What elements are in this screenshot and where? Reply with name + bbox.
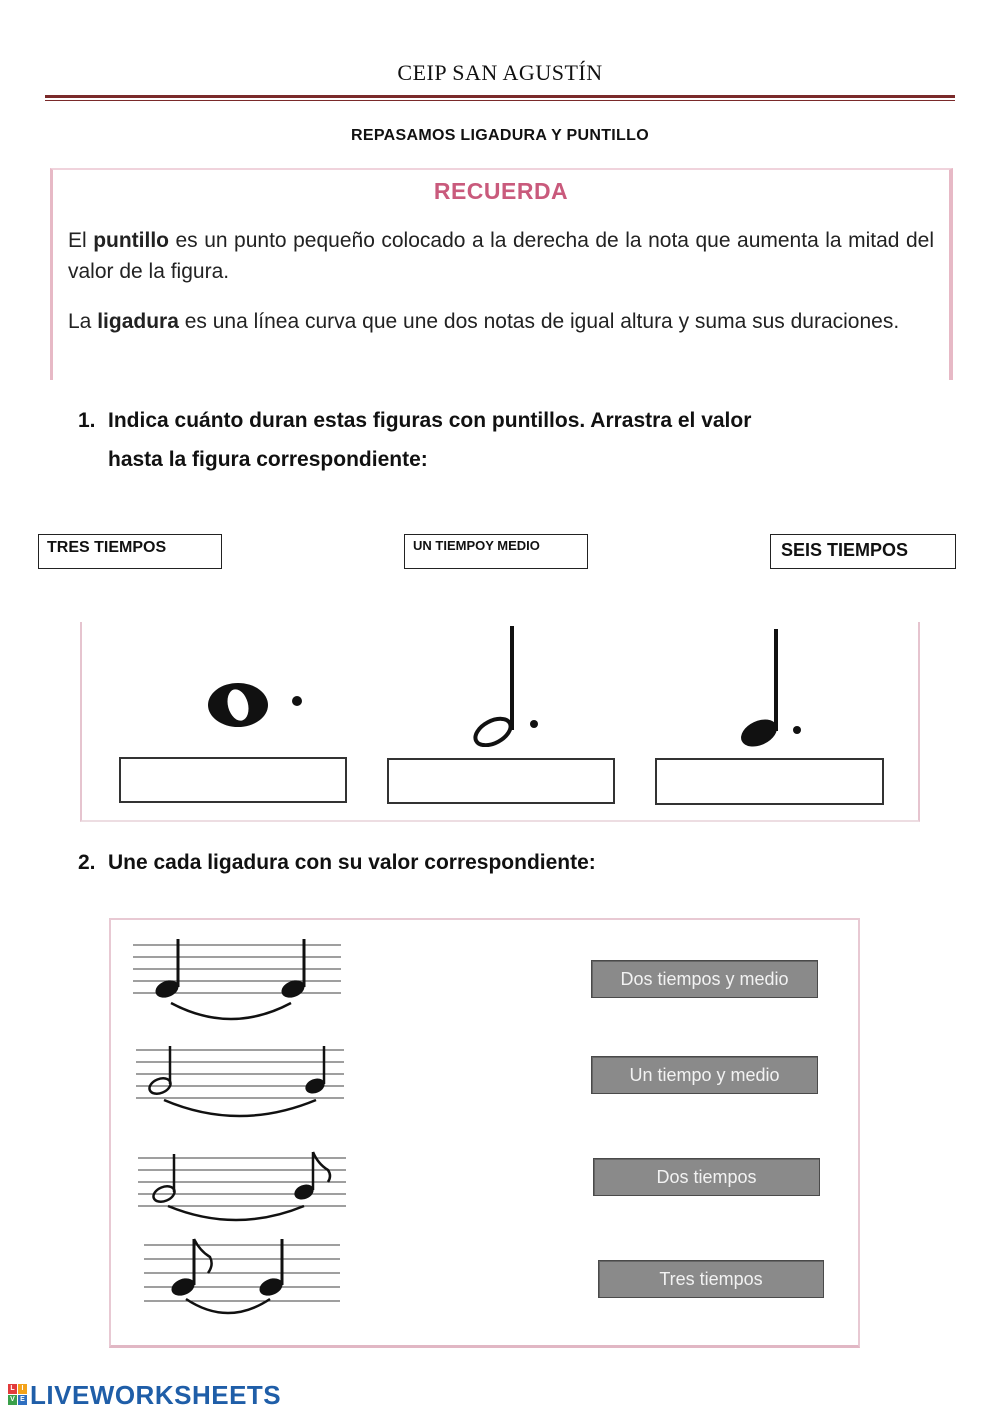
dotted-quarter-note-icon [737, 627, 817, 752]
dotted-figures-panel [80, 622, 920, 822]
ligadura-definition: La ligadura es una línea curva que une dos notas de igual altura y suma sus duraciones. [68, 310, 900, 333]
tie-quarter-quarter-icon[interactable] [131, 935, 346, 1030]
exercise-2-heading: 2. Une cada ligadura con su valor correspondiente: [78, 851, 596, 874]
drag-option-tres-tiempos[interactable]: TRES TIEMPOS [38, 534, 222, 569]
header-divider-thin [45, 100, 955, 101]
exercise-1-heading: 1. Indica cuánto duran estas figuras con puntillos. Arrastra el valor hasta la figura correspondiente: [78, 409, 752, 471]
value-dos-tiempos[interactable]: Dos tiempos [593, 1158, 820, 1196]
drag-option-un-tiempo-y-medio[interactable]: UN TIEMPOY MEDIO [404, 534, 588, 569]
value-dos-tiempos-y-medio[interactable]: Dos tiempos y medio [591, 960, 818, 998]
puntillo-term: puntillo [93, 229, 169, 252]
school-name: CEIP SAN AGUSTÍN [397, 60, 603, 85]
tie-half-eighth-icon[interactable] [136, 1146, 351, 1231]
tie-eighth-quarter-icon[interactable] [142, 1235, 347, 1320]
ligadura-term: ligadura [97, 310, 179, 333]
value-un-tiempo-y-medio[interactable]: Un tiempo y medio [591, 1056, 818, 1094]
value-tres-tiempos[interactable]: Tres tiempos [598, 1260, 824, 1298]
liveworksheets-logo-text[interactable]: LIVEWORKSHEETS [30, 1380, 282, 1410]
dotted-half-note-icon [467, 622, 547, 747]
puntillo-definition: El puntillo es un punto pequeño colocado a la derecha de la nota que aumenta la mitad del valor de la figura. [68, 229, 934, 283]
drag-option-seis-tiempos[interactable]: SEIS TIEMPOS [770, 534, 956, 569]
recuerda-title: RECUERDA [433, 178, 569, 204]
recuerda-box [50, 168, 953, 380]
liveworksheets-logo-icon: L I V E [8, 1384, 28, 1406]
dotted-whole-note-icon [200, 677, 320, 737]
answer-box-half[interactable] [387, 758, 615, 804]
ligaduras-panel [109, 918, 860, 1348]
answer-box-whole[interactable] [119, 757, 347, 803]
answer-box-quarter[interactable] [655, 758, 884, 805]
header-divider [45, 95, 955, 98]
tie-half-quarter-icon[interactable] [134, 1042, 349, 1127]
worksheet-title: REPASAMOS LIGADURA Y PUNTILLO [351, 127, 649, 144]
